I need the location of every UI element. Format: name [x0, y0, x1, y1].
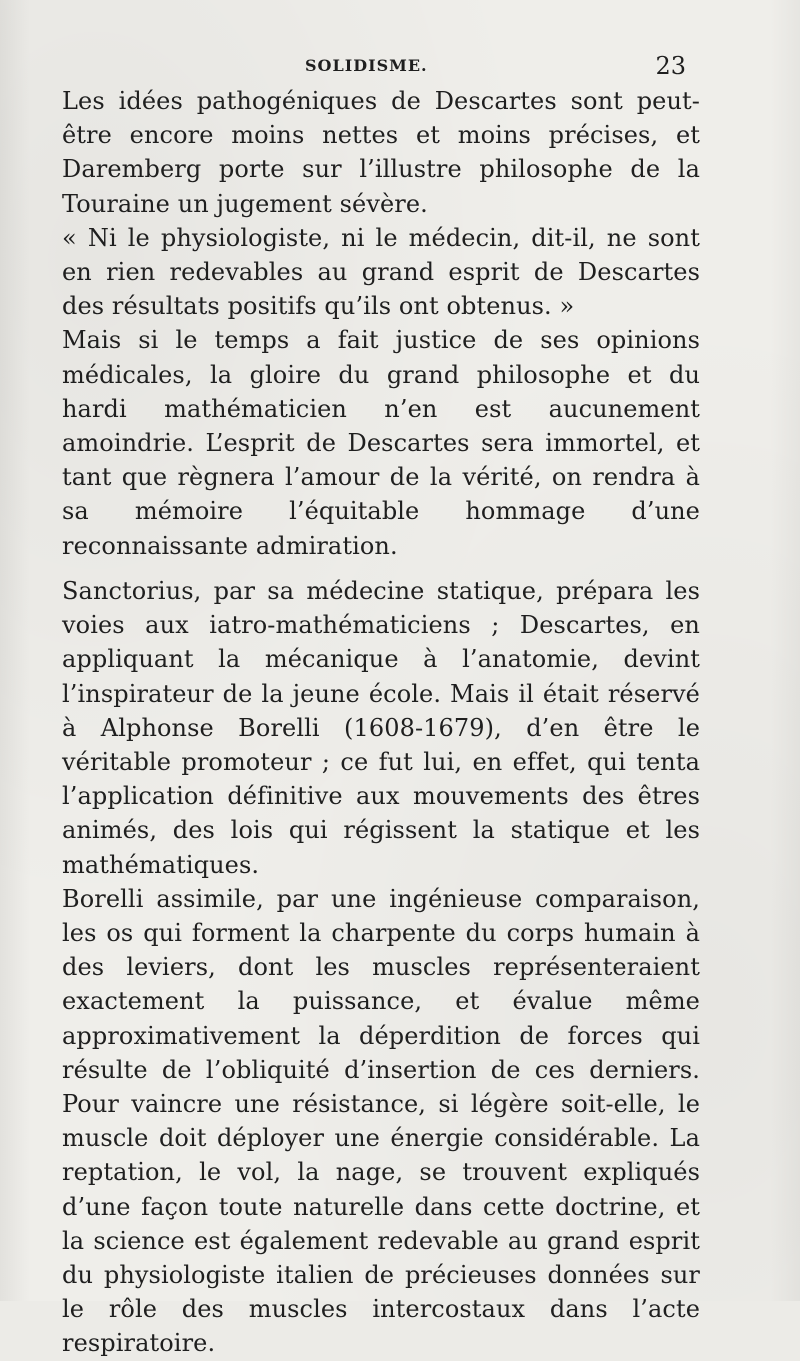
quotation-paragraph: « Ni le physiologiste, ni le médecin, dit-il, ne sont en rien redevables au grand esprit de Descartes des résultats positifs qu’ils ont obtenus. » [62, 223, 700, 321]
page-number: 23 [655, 52, 686, 80]
text-section-borelli [62, 574, 700, 1361]
paragraph: Borelli assimile, par une ingénieuse comparaison, les os qui forment la charpente du corps humain à des leviers, dont les muscles représenteraient exactement la puissance, et évalue même approximativement la déperdition de forces qui résulte de l’obliquité d’insertion de ces derniers. Pour vaincre une résistance, si légère soit-elle, le muscle doit déployer une énergie considérable. La reptation, le vol, la nage, se trouvent expliqués d’une façon toute naturelle dans cette doctrine, et la science est également redevable au grand esprit du physiologiste italien de précieuses données sur le rôle des muscles intercostaux dans l’acte respiratoire. [62, 884, 700, 1358]
paragraph: Les idées pathogéniques de Descartes sont peut-être encore moins nettes et moins précises, et Daremberg porte sur l’illustre philosophe de la Touraine un jugement sévère. [62, 87, 700, 218]
paragraph: Mais si le temps a fait justice de ses opinions médicales, la gloire du grand philosophe et du hardi mathématicien n’en est aucunement amoindrie. L’esprit de Descartes sera immortel, et tant que règnera l’amour de la vérité, on rendra à sa mémoire l’équitable hommage d’une reconnaissante admiration. [62, 326, 700, 560]
paragraph: Sanctorius, par sa médecine statique, prépara les voies aux iatro-mathématiciens ; Descartes, en appliquant la mécanique à l’anatomie, devint l’inspirateur de la jeune école. Mais il était réservé à Alphonse Borelli (1608-1679), d’en être le véritable promoteur ; ce fut lui, en effet, qui tenta l’application définitive aux mouvements des êtres animés, des lois qui régissent la statique et les mathématiques. [62, 577, 700, 879]
running-head [62, 52, 700, 80]
running-title: SOLIDISME. [305, 56, 428, 75]
text-section-descartes [62, 84, 700, 563]
